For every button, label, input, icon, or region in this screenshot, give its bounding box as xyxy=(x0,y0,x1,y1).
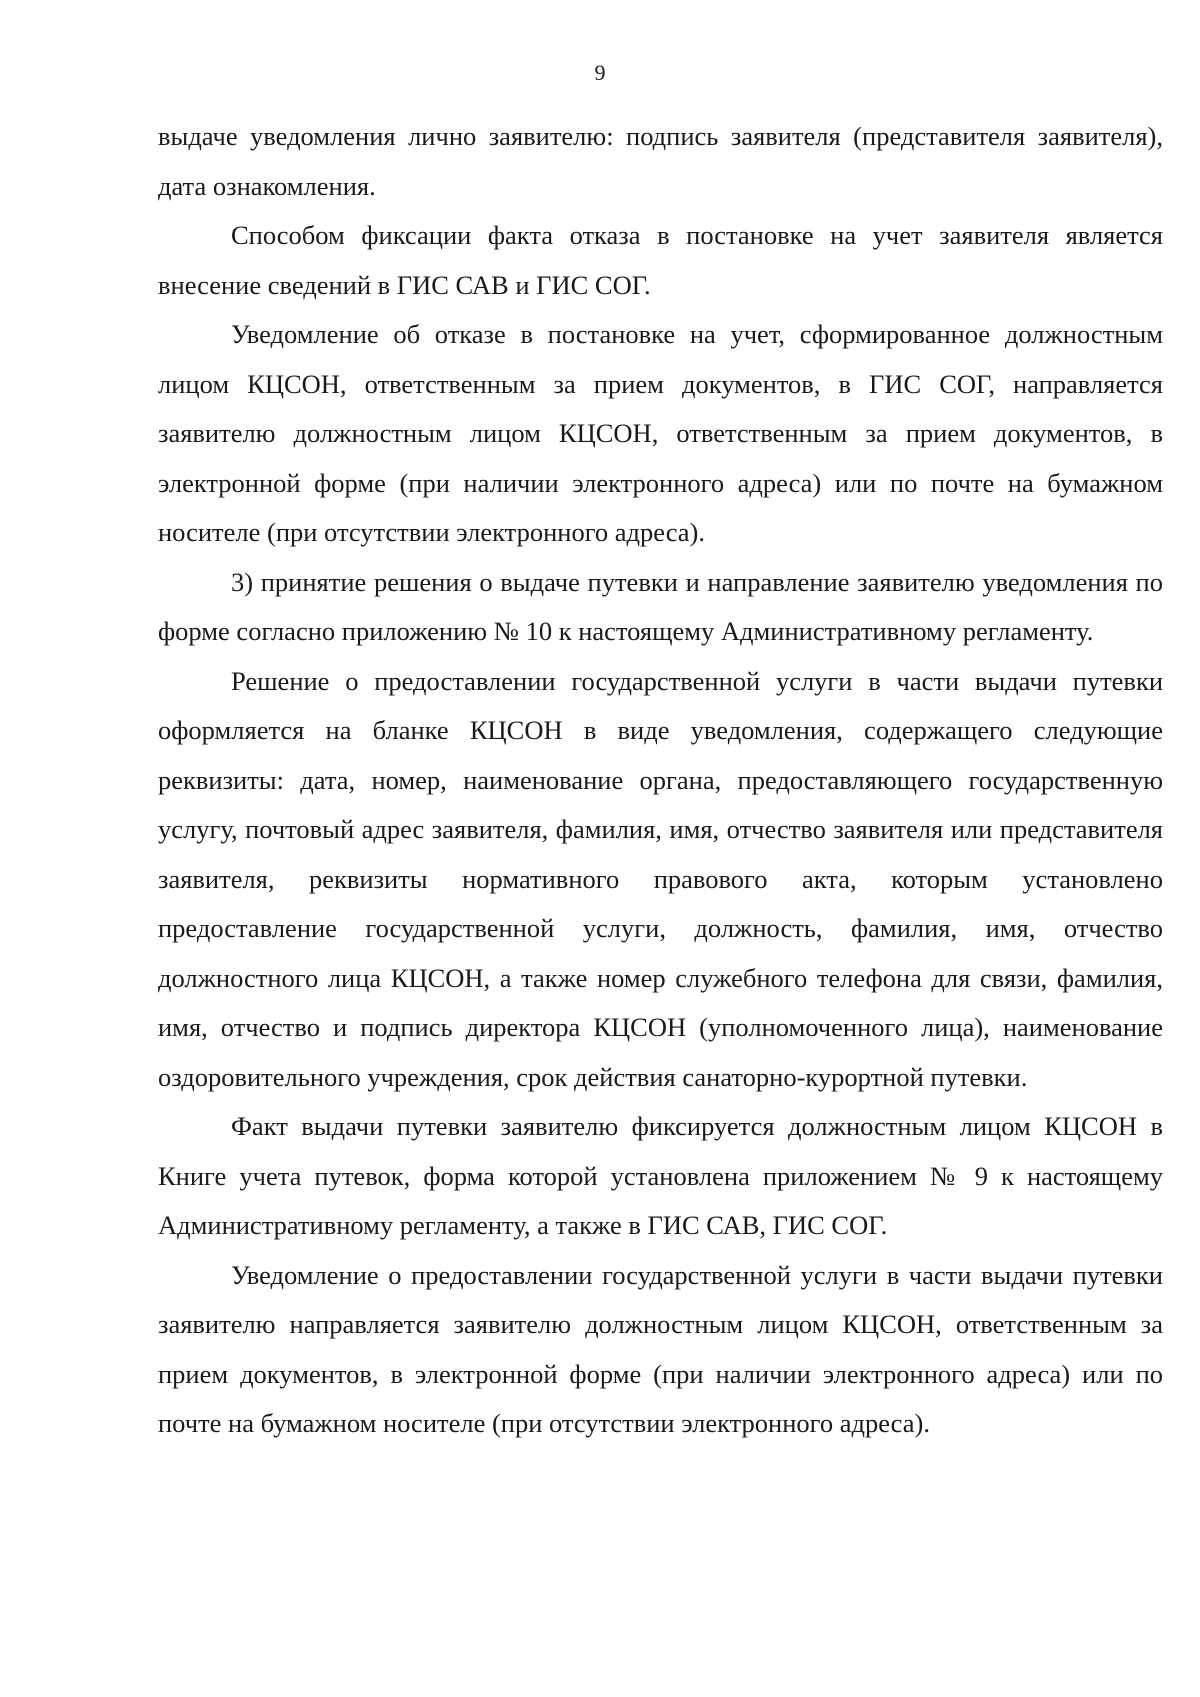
document-body xyxy=(158,112,1163,1449)
paragraph-4: 3) принятие решения о выдаче путевки и направление заявителю уведомления по форме согласно приложению № 10 к настоящему Административному регламенту. xyxy=(158,566,1163,646)
paragraph-3: Уведомление об отказе в постановке на учет, сформированное должностным лицом КЦСОН, ответственным за прием документов, в ГИС СОГ, направляется заявителю должностным лицом КЦСОН, ответственным за прием документов, в электронной форме (при наличии электронного адреса) или по почте на бумажном носителе (при отсутствии электронного адреса). xyxy=(158,319,1163,547)
paragraph-1: выдаче уведомления лично заявителю: подпись заявителя (представителя заявителя), дата ознакомления. xyxy=(158,121,1163,201)
paragraph-5: Решение о предоставлении государственной услуги в части выдачи путевки оформляется на бланке КЦСОН в виде уведомления, содержащего следующие реквизиты: дата, номер, наименование органа, предоставляющего государственную услугу, почтовый адрес заявителя, фамилия, имя, отчество заявителя или представителя заявителя, реквизиты нормативного правового акта, которым установлено предоставление государственной услуги, должность, фамилия, имя, отчество должностного лица КЦСОН, а также номер служебного телефона для связи, фамилия, имя, отчество и подпись директора КЦСОН (уполномоченного лица), наименование оздоровительного учреждения, срок действия санаторно-курортной путевки. xyxy=(158,665,1163,1092)
paragraph-2: Способом фиксации факта отказа в постановке на учет заявителя является внесение сведений в ГИС САВ и ГИС СОГ. xyxy=(158,220,1163,300)
page-number: 9 xyxy=(594,60,606,85)
paragraph-6: Факт выдачи путевки заявителю фиксируется должностным лицом КЦСОН в Книге учета путевок, форма которой установлена приложением № 9 к настоящему Административному регламенту, а также в ГИС САВ, ГИС СОГ. xyxy=(158,1111,1163,1240)
paragraph-7: Уведомление о предоставлении государственной услуги в части выдачи путевки заявителю направляется заявителю должностным лицом КЦСОН, ответственным за прием документов, в электронной форме (при наличии электронного адреса) или по почте на бумажном носителе (при отсутствии электронного адреса). xyxy=(158,1259,1163,1438)
